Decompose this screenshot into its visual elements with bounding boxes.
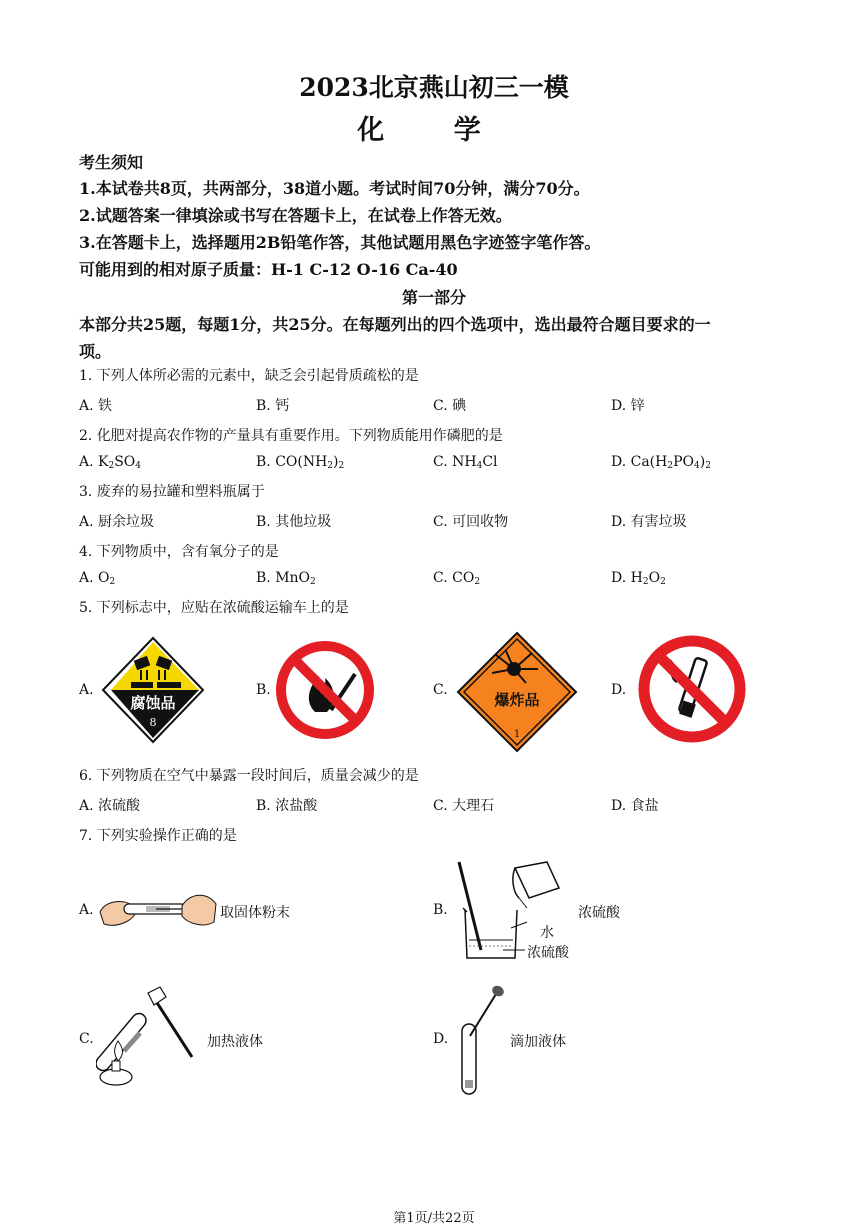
- test-tube-powder-icon: [96, 882, 220, 934]
- option-b: B. 钙: [256, 398, 290, 414]
- question-stem: 6. 下列物质在空气中暴露一段时间后，质量会减少的是: [79, 768, 419, 784]
- notice-line-1: 1.本试卷共8页，共两部分，38道小题。考试时间70分钟，满分70分。: [79, 179, 590, 198]
- explosive-sign-icon: [456, 631, 578, 753]
- option-d: D. 食盐: [611, 798, 659, 814]
- figure-caption: 滴加液体: [510, 1034, 566, 1050]
- no-smoking-sign-icon: [637, 634, 747, 744]
- option-b: B. 其他垃圾: [256, 514, 332, 530]
- option-d-label: D.: [611, 682, 627, 698]
- option-b: B. MnO$_2$: [256, 570, 316, 587]
- option-c: C. $CO_2$: [433, 570, 481, 587]
- option-d-label: D.: [433, 1031, 449, 1047]
- option-d: D. 锌: [611, 398, 645, 414]
- option-c: C. 可回收物: [433, 514, 509, 530]
- part-heading: 第一部分: [401, 288, 466, 307]
- option-a: A. $K_2SO_4$: [79, 454, 142, 471]
- notice-heading: 考生须知: [79, 153, 144, 172]
- figure-caption: 取固体粉末: [220, 905, 290, 921]
- sign-label: 爆炸品: [494, 691, 540, 709]
- figure-caption: 浓硫酸: [527, 945, 569, 961]
- option-b: B. $CO(NH_2)_2$: [256, 454, 345, 471]
- atomic-mass: 可能用到的相对原子质量：H-1 C-12 O-16 Ca-40: [79, 260, 458, 279]
- option-a-label: A.: [79, 682, 94, 698]
- sign-class-number: 1: [513, 729, 521, 740]
- figure-caption: 浓硫酸: [578, 905, 620, 921]
- option-a: A. $O_2$: [79, 570, 116, 587]
- question-stem: 2. 化肥对提高农作物的产量具有重要作用。下列物质能用作磷肥的是: [79, 428, 503, 444]
- no-fire-sign-icon: [275, 640, 375, 740]
- figure-caption: 加热液体: [207, 1034, 263, 1050]
- figure-caption: 水: [540, 925, 554, 941]
- dropper-test-tube-icon: [456, 984, 510, 1096]
- option-a-label: A.: [79, 902, 94, 918]
- question-stem: 5. 下列标志中，应贴在浓硫酸运输车上的是: [79, 600, 349, 616]
- option-b-label: B.: [433, 902, 448, 918]
- option-a: A. 厨余垃圾: [79, 514, 155, 530]
- sign-label: 腐蚀品: [130, 694, 176, 712]
- option-a: A. 浓硫酸: [79, 798, 141, 814]
- question-stem: 4. 下列物质中，含有氧分子的是: [79, 544, 279, 560]
- option-d: D. $H_2O_2$: [611, 570, 666, 587]
- sign-class-number: 8: [149, 716, 157, 729]
- option-c: C. 碘: [433, 398, 467, 414]
- option-b-label: B.: [256, 682, 271, 698]
- notice-line-2: 2.试题答案一律填涂或书写在答题卡上，在试卷上作答无效。: [79, 206, 512, 225]
- exam-title: 2023北京燕山初三一模: [299, 73, 569, 102]
- question-stem: 1. 下列人体所必需的元素中，缺乏会引起骨质疏松的是: [79, 368, 419, 384]
- notice-line-3: 3.在答题卡上，选择题用2B铅笔作答，其他试题用黑色字迹签字笔作答。: [79, 233, 601, 252]
- question-stem: 3. 废弃的易拉罐和塑料瓶属于: [79, 484, 265, 500]
- corrosive-sign-icon: [101, 636, 205, 744]
- option-b: B. 浓盐酸: [256, 798, 318, 814]
- option-c: C. 大理石: [433, 798, 495, 814]
- option-d: D. $Ca(H_2PO_4)_2$: [611, 454, 711, 471]
- subject-title: 化 学: [357, 115, 511, 146]
- part-instruction-1: 本部分共25题，每题1分，共25分。在每题列出的四个选项中，选出最符合题目要求的一: [79, 315, 711, 334]
- page-number: 第1页/共22页: [393, 1211, 475, 1226]
- option-d: D. 有害垃圾: [611, 514, 687, 530]
- heating-liquid-icon: [96, 985, 206, 1091]
- option-c-label: C.: [79, 1031, 94, 1047]
- part-instruction-2: 项。: [79, 342, 112, 361]
- question-stem: 7. 下列实验操作正确的是: [79, 828, 237, 844]
- option-c-label: C.: [433, 682, 448, 698]
- option-a: A. 铁: [79, 398, 113, 414]
- option-c: C. $NH_4Cl$: [433, 454, 498, 471]
